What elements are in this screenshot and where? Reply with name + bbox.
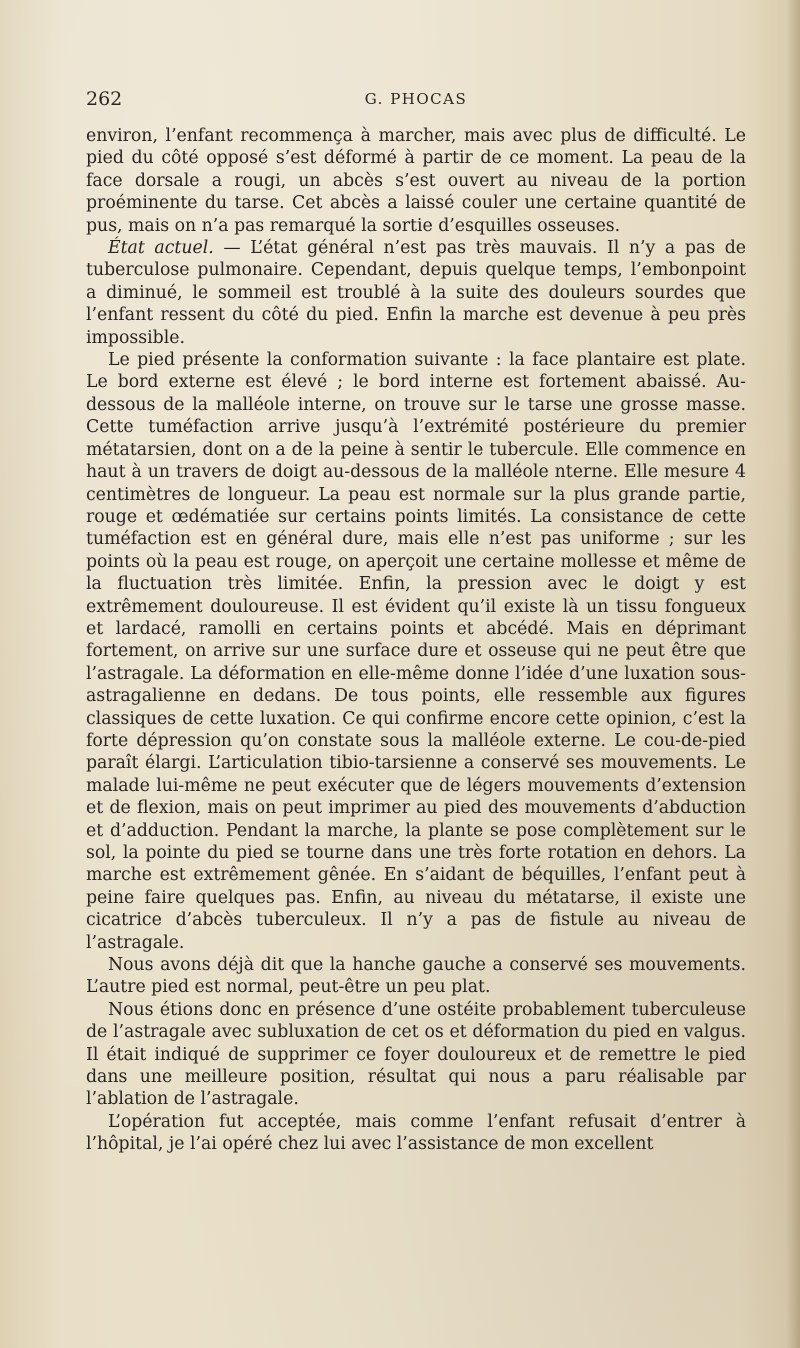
paragraph-hanche [86,954,746,999]
paragraph-text: environ, l’enfant recommença à marcher, mais avec plus de difficulté. Le pied du côté opposé s’est déformé à partir de ce moment. La peau de la face dorsale a rougi, un abcès s’est ouvert au niveau de la portion proéminente du tarse. Cet abcès a laissé couler une certaine quantité de pus, mais on n’a pas remarqué la sortie d’esquilles osseuses. [86,126,746,236]
page-edge-shadow [786,0,800,1348]
page-header [86,88,746,112]
paragraph-etat-actuel [86,237,746,349]
paragraph-diagnostic [86,999,746,1111]
running-head: G. PHOCAS [364,90,468,108]
paragraph-text: Nous étions donc en présence d’une ostéite probablement tuberculeuse de l’astragale avec subluxation de cet os et déformation du pied en valgus. Il était indiqué de supprimer ce foyer douloureux et de remettre le pied dans une meilleure position, résultat qui nous a paru réalisable par l’ablation de l’astragale. [86,999,746,1110]
page-number: 262 [86,88,123,110]
paragraph-continuation [86,125,746,237]
body-text [86,125,746,1156]
paragraph-text: L’opération fut acceptée, mais comme l’enfant refusait d’entrer à l’hôpital, je l’ai opéré chez lui avec l’assistance de mon excellent [86,1111,746,1155]
paragraph-text: Le pied présente la conformation suivante : la face plantaire est plate. Le bord externe est élevé ; le bord interne est fortement abaissé. Au-dessous de la malléole interne, on trouve sur le tarse une grosse masse. Cette tuméfaction arrive jusqu’à l’extrémité postérieure du premier métatarsien, dont on a de la peine à sentir le tubercule. Elle commence en haut à un travers de doigt au-dessous de la malléole nterne. Elle mesure 4 centimètres de longueur. La peau est normale sur la plus grande partie, rouge et œdématiée sur certains points limités. La consistance de cette tuméfaction est en général dure, mais elle n’est pas uniforme ; sur les points où la peau est rouge, on aperçoit une certaine mollesse et même de la fluctuation très limitée. Enfin, la pression avec le doigt y est extrêmement douloureuse. Il est évident qu’il existe là un tissu fongueux et lardacé, ramolli en certains points et abcédé. Mais en déprimant fortement, on arrive sur une surface dure et osseuse qui ne peut être que l’astragale. La déformation en elle-même donne l’idée d’une luxation sous-astragalienne en dedans. De tous points, elle ressemble aux figures classiques de cette luxation. Ce qui confirme encore cette opinion, c’est la forte dépression qu’on constate sous la malléole externe. Le cou-de-pied paraît élargi. L’articulation tibio-tarsienne a conservé ses mouvements. Le malade lui-même ne peut exécuter que de légers mouvements d’extension et de flexion, mais on peut imprimer au pied des mouvements d’abduction et d’adduction. Pendant la marche, la plante se pose complètement sur le sol, la pointe du pied se tourne dans une très forte rotation en dehors. La marche est extrêmement gênée. En s’aidant de béquilles, l’enfant peut à peine faire quelques pas. Enfin, au niveau du métatarse, il existe une cicatrice d’abcès tuberculeux. Il n’y a pas de fistule au niveau de l’astragale. [86,350,746,953]
paragraph-conformation [86,349,746,954]
section-lead-etat-actuel: État actuel. [108,238,214,259]
paragraph-text: — L’état général n’est pas très mauvais. Il n’y a pas de tuberculose pulmonaire. Cependant, depuis quelque temps, l’embonpoint a diminué, le sommeil est troublé à la suite des douleurs sourdes que l’enfant ressent du côté du pied. Enfin la marche est devenue à peu près impossible. [86,238,746,348]
paragraph-text: Nous avons déjà dit que la hanche gauche a conservé ses mouvements. L’autre pied est normal, peut-être un peu plat. [86,955,746,998]
paragraph-operation [86,1111,746,1156]
